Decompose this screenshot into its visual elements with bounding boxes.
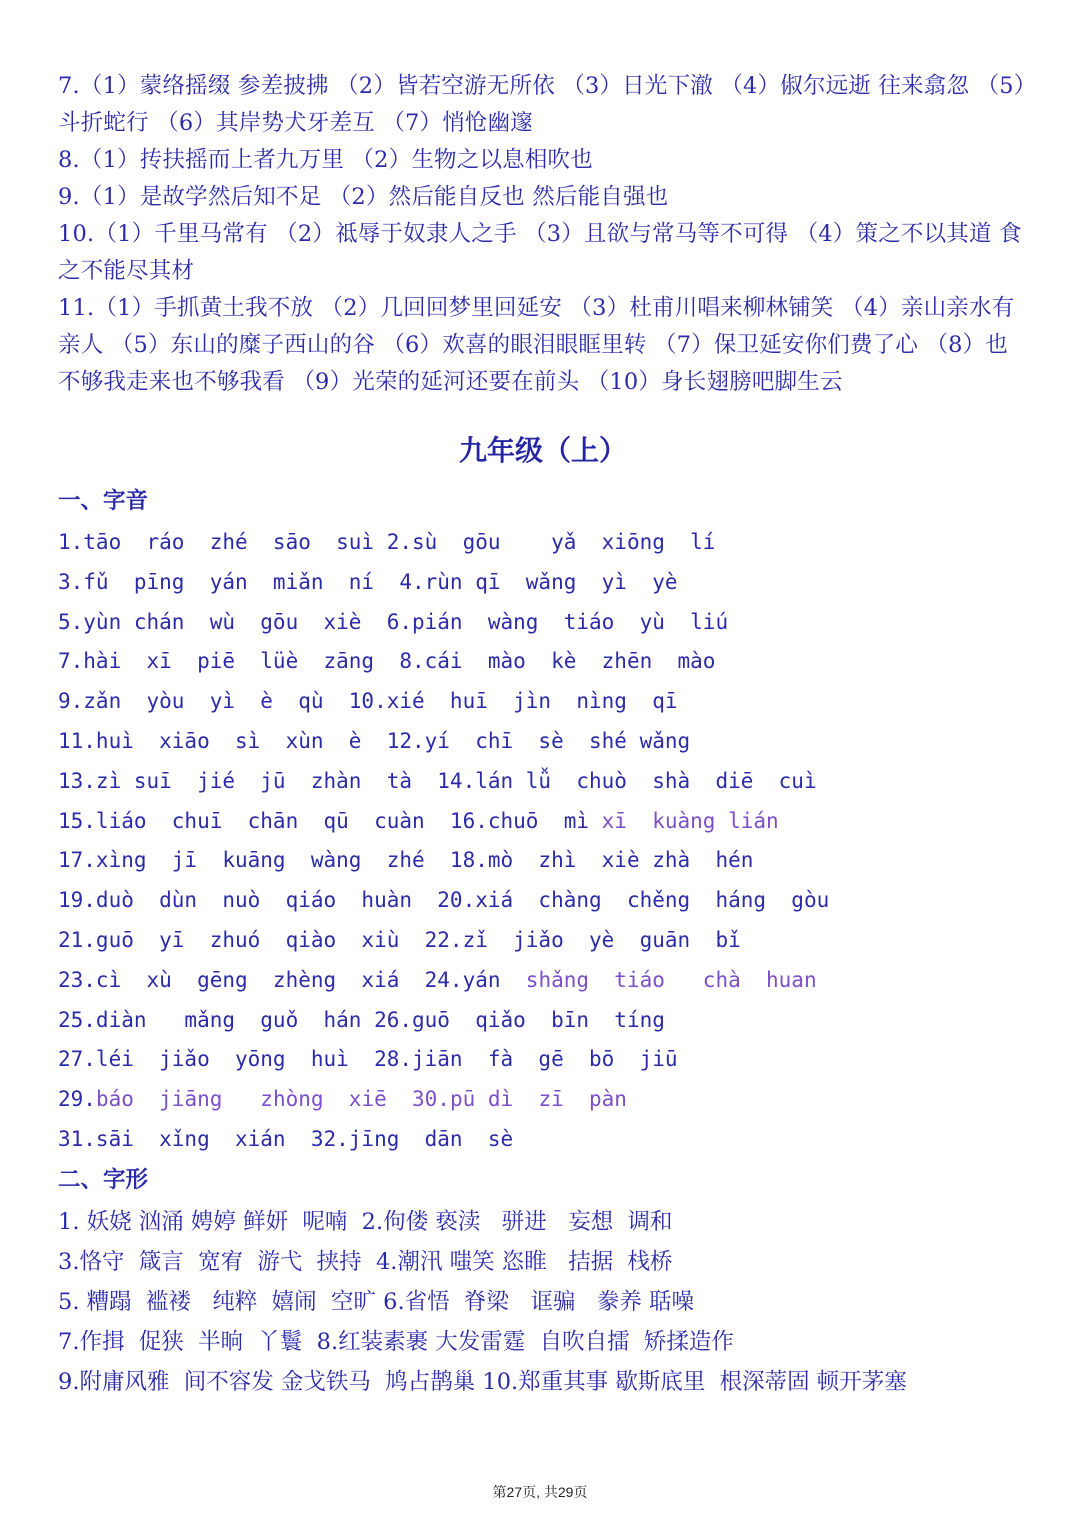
pinyin-line-10: 19.duò dùn nuò qiáo huàn 20.xiá chàng chěng háng gòu	[58, 888, 830, 913]
section-glyph-heading: 二、字形	[58, 1166, 149, 1193]
glyph-line-5: 9.附庸风雅 间不容发 金戈铁马 鸠占鹊巢 10.郑重其事 歇斯底里 根深蒂固 顿开茅塞	[58, 1368, 907, 1395]
glyph-line-2: 3.恪守 箴言 宽宥 游弋 挟持 4.潮汛 嗤笑 恣睢 拮据 栈桥	[58, 1248, 673, 1275]
pinyin-line-6: 11.huì xiāo sì xùn è 12.yí chī sè shé wǎng	[58, 728, 691, 753]
answer-item-7: 7.（1）蒙络摇缀 参差披拂 （2）皆若空游无所依 （3）日光下澈 （4）俶尔远逝 往来翕忽 （5）斗折蛇行 （6）其岸势犬牙差互 （7）悄怆幽邃	[58, 73, 1026, 136]
glyph-line-4: 7.作揖 促狭 半晌 丫鬟 8.红装素裹 大发雷霆 自吹自擂 矫揉造作	[58, 1328, 734, 1355]
glyph-line-3: 5. 糟蹋 褴褛 纯粹 嬉闹 空旷 6.省悟 脊梁 诓骗 豢养 聒噪	[58, 1288, 694, 1315]
section-pronunciation-heading: 一、字音	[58, 488, 149, 514]
answer-item-8: 8.（1）抟扶摇而上者九万里 （2）生物之以息相吹也	[58, 147, 593, 173]
pinyin-line-4: 7.hài xī piē lüè zāng 8.cái mào kè zhēn mào	[58, 649, 716, 674]
pinyin-line-12: 23.cì xù gēng zhèng xiá 24.yán shǎng tiáo chà huan	[58, 967, 817, 992]
pinyin-line-15: 29.báo jiāng zhòng xiē 30.pū dì zī pàn	[58, 1087, 627, 1112]
answer-item-10: 10.（1）千里马常有 （2）祗辱于奴隶人之手 （3）且欲与常马等不可得 （4）策之不以其道 食之不能尽其材	[58, 221, 1022, 284]
pinyin-line-3: 5.yùn chán wù gōu xiè 6.pián wàng tiáo yù liú	[58, 609, 729, 634]
pinyin-line-14: 27.léi jiǎo yōng huì 28.jiān fà gē bō jiū	[58, 1047, 678, 1072]
glyph-line-1: 1. 妖娆 汹涌 娉婷 鲜妍 呢喃 2.佝偻 亵渎 骈进 妄想 调和	[58, 1208, 673, 1235]
grade-title: 九年级（上）	[458, 434, 627, 467]
pronunciation-list	[58, 523, 1028, 1160]
page-content	[58, 68, 1028, 1402]
answer-item-9: 9.（1）是故学然后知不足 （2）然后能自反也 然后能自强也	[58, 184, 669, 210]
pinyin-line-16: 31.sāi xǐng xián 32.jīng dān sè	[58, 1126, 514, 1151]
pinyin-line-13: 25.diàn mǎng guǒ hán 26.guō qiǎo bīn tíng	[58, 1007, 665, 1032]
pinyin-line-5: 9.zǎn yòu yì è qù 10.xié huī jìn nìng qī	[58, 689, 678, 714]
glyph-list	[58, 1202, 1028, 1402]
pinyin-line-2: 3.fǔ pīng yán miǎn ní 4.rùn qī wǎng yì yè	[58, 569, 678, 594]
pinyin-line-11: 21.guō yī zhuó qiào xiù 22.zǐ jiǎo yè guān bǐ	[58, 927, 741, 952]
page-number-footer: 第27页, 共29页	[492, 1484, 588, 1500]
pinyin-line-8: 15.liáo chuī chān qū cuàn 16.chuō mì xī kuàng lián	[58, 808, 779, 833]
pinyin-line-9: 17.xìng jī kuāng wàng zhé 18.mò zhì xiè zhà hén	[58, 848, 754, 873]
answer-item-11: 11.（1）手抓黄土我不放 （2）几回回梦里回延安 （3）杜甫川唱来柳林铺笑 （4）亲山亲水有亲人 （5）东山的糜子西山的谷 （6）欢喜的眼泪眼眶里转 （7）保卫延安你们费了心 （8）也不够我走来也不够我看 （9）光荣的延河还要在前头 （10）身长翅膀吧脚生云	[58, 295, 1015, 395]
pinyin-line-7: 13.zì suī jié jū zhàn tà 14.lán lǚ chuò shà diē cuì	[58, 768, 817, 793]
pinyin-line-1: 1.tāo ráo zhé sāo suì 2.sù gōu yǎ xiōng lí	[58, 530, 716, 554]
